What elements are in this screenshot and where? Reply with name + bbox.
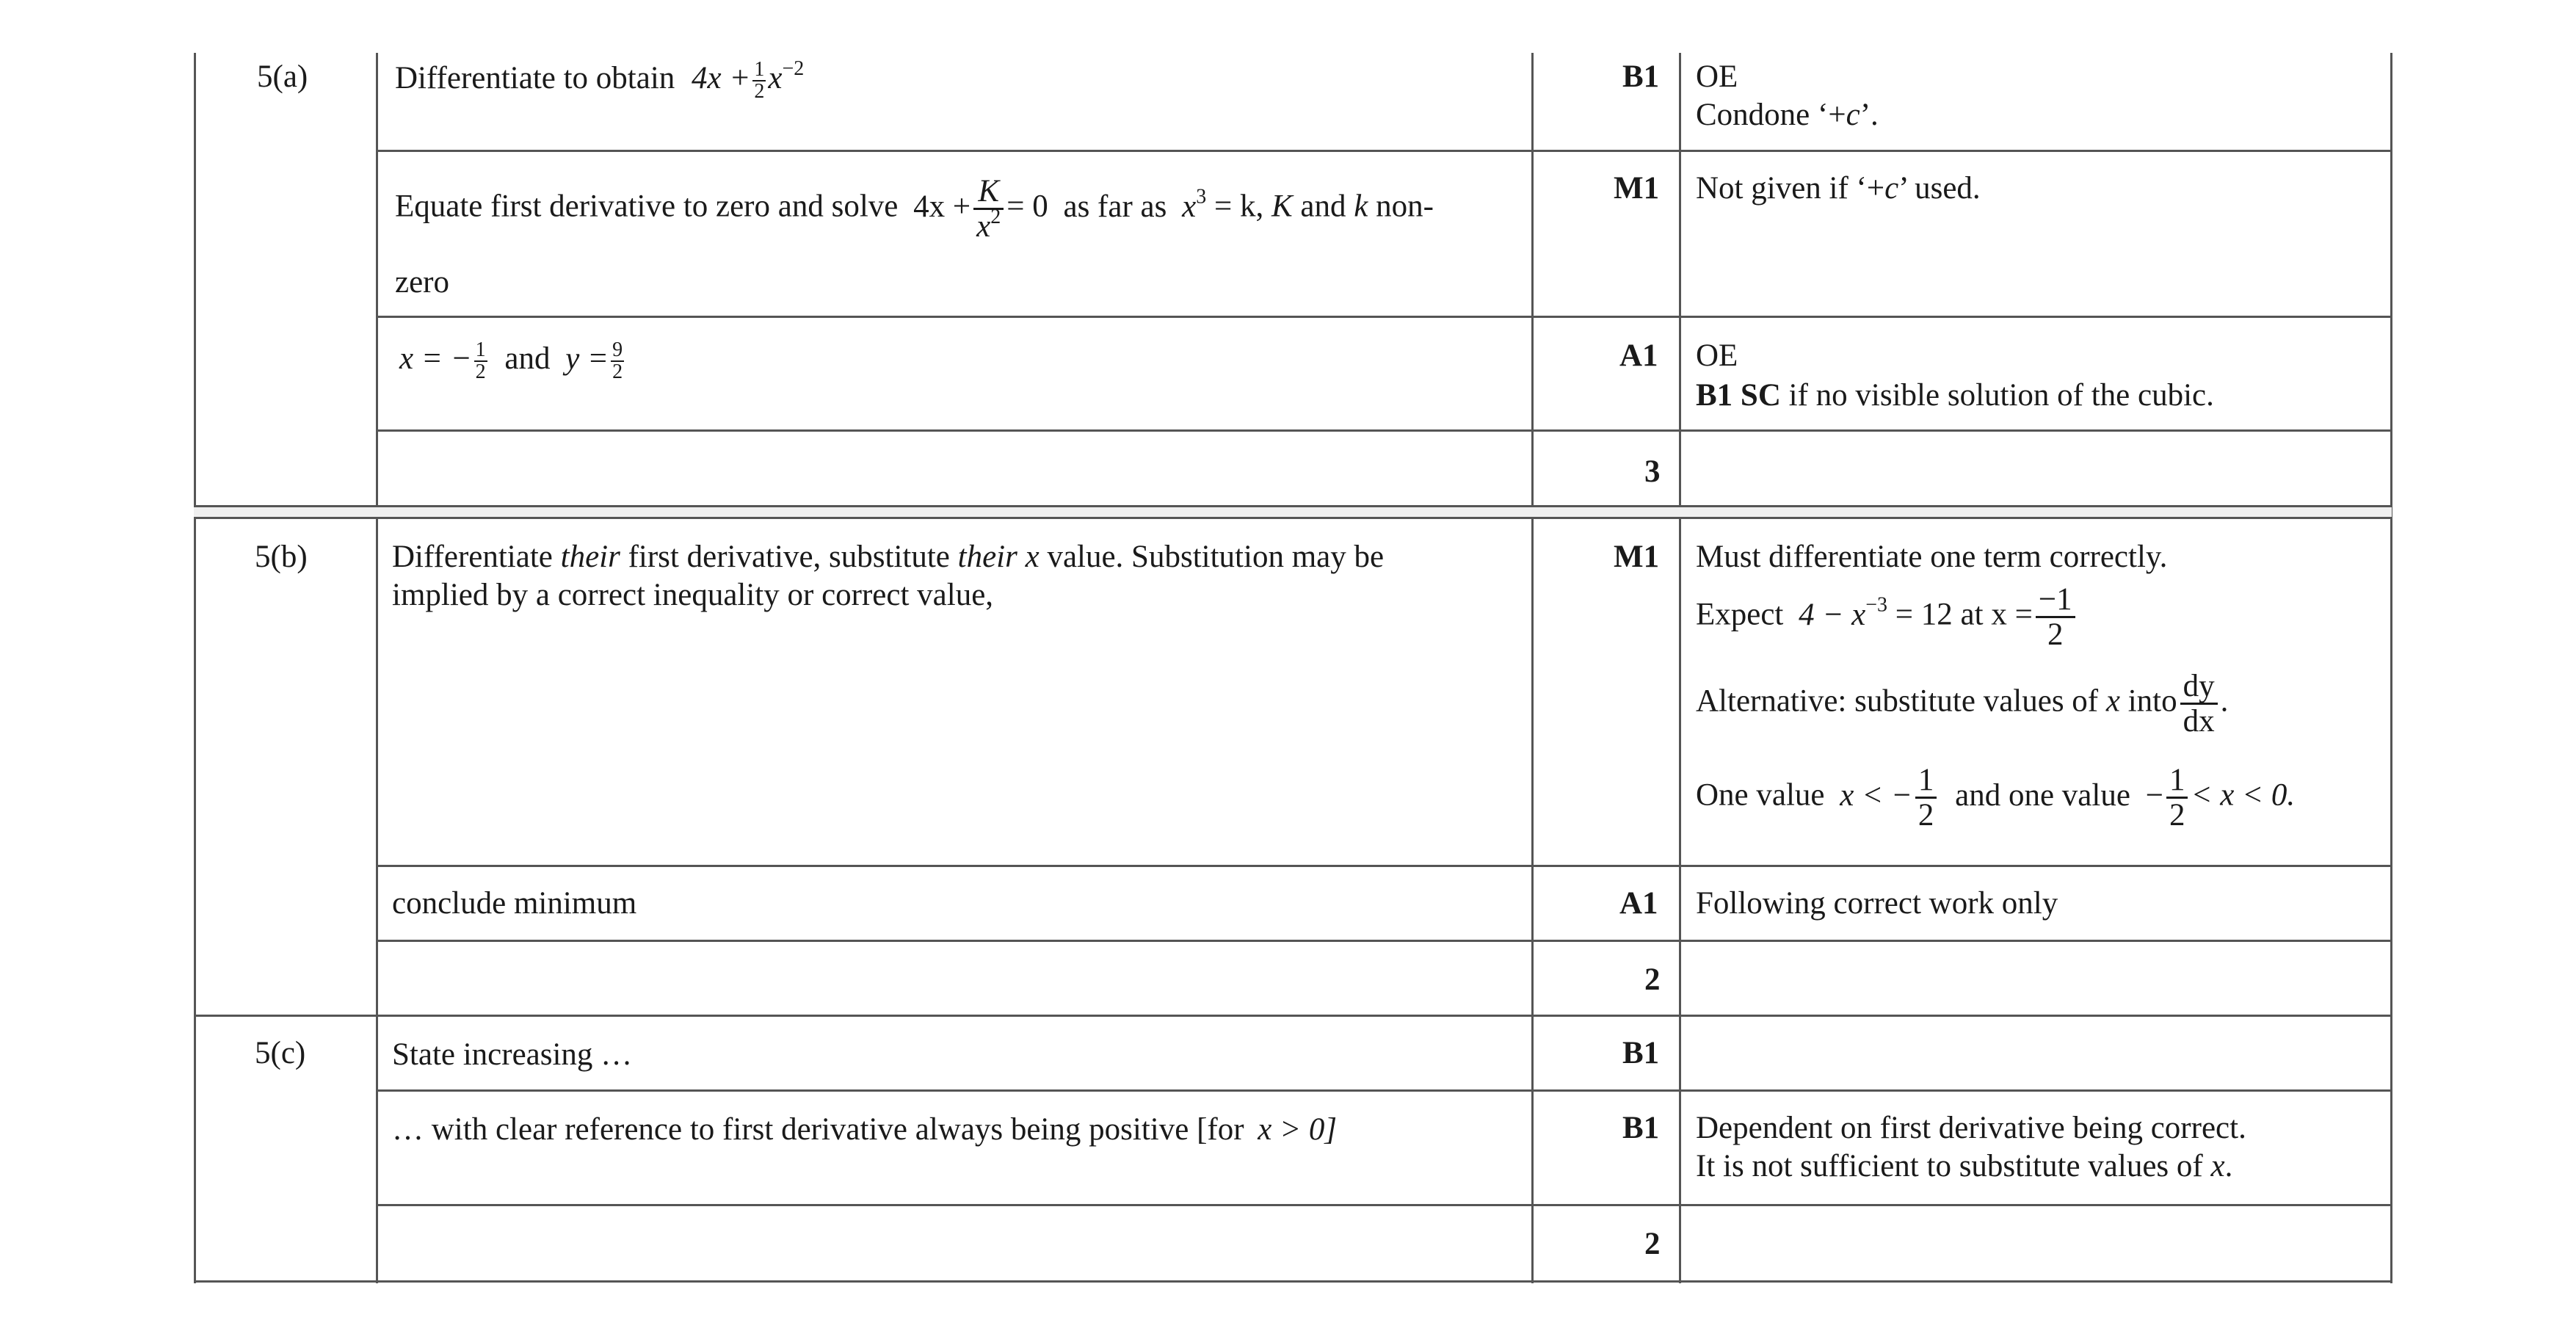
guidance-note: OE (1696, 338, 1738, 373)
part-total: 3 (1644, 454, 1661, 489)
row-line (376, 1204, 2392, 1206)
answer-text: implied by a correct inequality or correct value, (392, 578, 994, 612)
row-line (376, 429, 2392, 432)
guidance-note: B1 SC if no visible solution of the cubic. (1696, 378, 2214, 413)
part-total: 2 (1644, 1227, 1661, 1261)
mark-code: M1 (1614, 540, 1660, 574)
table-border-col2 (1531, 53, 1534, 1283)
table-border-col3 (1679, 53, 1681, 1283)
guidance-note: Expect $4 - x^{-3} = 12$ at x = $\frac{-1}{2}$ (1696, 583, 2078, 651)
row-line (376, 865, 2392, 867)
guidance-note: Dependent on first derivative being correct. (1696, 1111, 2246, 1145)
answer-text: zero (395, 265, 449, 300)
guidance-note: OE (1696, 59, 1738, 94)
answer-text: Equate first derivative to zero and solve 4x + $\frac{K}{x^2}$ = 0 as far as $x^3 = k$, K and k non- (395, 174, 1434, 244)
table-border-right (2390, 53, 2392, 1283)
row-line (376, 150, 2392, 152)
question-label: 5(c) (255, 1036, 306, 1070)
guidance-note: Alternative: substitute values of x into $\frac{dy}{dx}$ . (1696, 669, 2229, 739)
guidance-note: Following correct work only (1696, 886, 2058, 921)
table-border-bottom (194, 1280, 2392, 1283)
guidance-note: Condone ‘+c’. (1696, 98, 1879, 132)
mark-code: A1 (1619, 338, 1658, 373)
row-line (376, 1089, 2392, 1092)
guidance-note: One value x < − $\frac{1}{2}$ and one value − $\frac{1}{2}$ < x < 0. (1696, 763, 2296, 833)
mark-code: A1 (1619, 886, 1658, 921)
answer-text: Differentiate their first derivative, substitute their x value. Substitution may be (392, 540, 1385, 574)
table-border-left (194, 53, 196, 1283)
answer-text: State increasing … (392, 1037, 633, 1072)
part-total: 2 (1644, 962, 1661, 997)
mark-code: M1 (1614, 171, 1660, 206)
mark-code: B1 (1622, 1036, 1660, 1070)
part-line (194, 517, 2392, 519)
question-label: 5(b) (255, 540, 308, 574)
question-label: 5(a) (257, 59, 308, 94)
guidance-note: Must differentiate one term correctly. (1696, 540, 2168, 574)
table-border-col1 (376, 53, 378, 1283)
guidance-note: Not given if ‘+c’ used. (1696, 171, 1981, 206)
row-line (376, 316, 2392, 318)
answer-text: conclude minimum (392, 886, 637, 921)
mark-code: B1 (1622, 1111, 1660, 1145)
row-line (376, 940, 2392, 942)
mark-code: B1 (1622, 59, 1660, 94)
answer-text: … with clear reference to first derivative always being positive [for x > 0] (392, 1112, 1338, 1147)
part-line (194, 505, 2392, 507)
guidance-note: It is not sufficient to substitute values of x. (1696, 1149, 2233, 1183)
answer-text: x = − $\frac{1}{2}$ and y = $\frac{9}{2}$ (399, 338, 623, 384)
part-line (194, 1015, 2392, 1017)
answer-text: Differentiate to obtain 4x + $\frac{1}{2}$ $x^{-2}$ (395, 57, 805, 104)
